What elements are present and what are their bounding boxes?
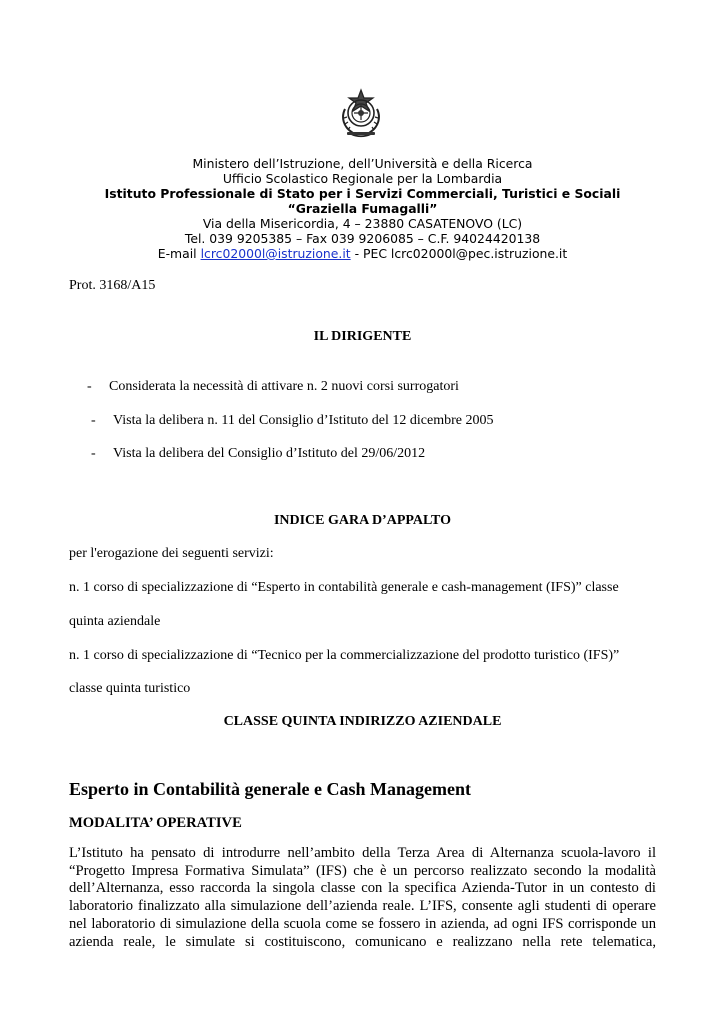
- paragraph-line: laboratorio finalizzato alla simulazione dell’azienda reale. L’IFS, consente agli studenti di operare: [69, 898, 656, 915]
- paragraph-line: “Progetto Impresa Formativa Simulata” (IFS) che è un percorso realizzato secondo la modalità: [69, 862, 656, 879]
- course-1-line-1: n. 1 corso di specializzazione di “Esperto in contabilità generale e cash-management (IFS)” classe: [69, 580, 619, 595]
- italian-republic-emblem-icon: [337, 87, 385, 139]
- email-link[interactable]: lcrc02000l@istruzione.it: [200, 246, 351, 261]
- paragraph-line: L’Istituto ha pensato di introdurre nell’ambito della Terza Area di Alternanza scuola-lavoro il: [69, 845, 656, 861]
- tender-title: INDICE GARA D’APPALTO: [273, 513, 452, 528]
- bullet-dash: -: [91, 446, 96, 461]
- regional-office-line: Ufficio Scolastico Regionale per la Lombardia: [222, 171, 503, 186]
- course-2-line-1: n. 1 corso di specializzazione di “Tecnico per la commercializzazione del prodotto turistico (IFS)”: [69, 648, 620, 663]
- course-1-line-2: quinta aziendale: [69, 614, 161, 629]
- paragraph-line: dell’Alternanza, esso raccorda la singola classe con la specifica Azienda-Tutor in un contesto di: [69, 880, 656, 897]
- consideration-item: Vista la delibera del Consiglio d’Istituto del 29/06/2012: [113, 446, 426, 461]
- subsection-heading: MODALITA’ OPERATIVE: [69, 815, 242, 831]
- course-2-line-2: classe quinta turistico: [69, 681, 191, 696]
- consideration-item: Vista la delibera n. 11 del Consiglio d’Istituto del 12 dicembre 2005: [113, 413, 494, 428]
- email-label: E-mail: [157, 246, 197, 261]
- institute-line: Istituto Professionale di Stato per i Servizi Commerciali, Turistici e Sociali: [104, 186, 621, 201]
- body-paragraph: [69, 845, 656, 951]
- institute-name-line: “Graziella Fumagalli”: [287, 201, 438, 216]
- services-intro: per l'erogazione dei seguenti servizi:: [69, 546, 274, 561]
- bullet-dash: -: [91, 413, 96, 428]
- ministry-line: Ministero dell’Istruzione, dell’Università e della Ricerca: [192, 156, 533, 171]
- paragraph-line: azienda reale, le simulate si costituiscono, comunicano e realizzano nella rete telematica,: [69, 933, 656, 950]
- phone-line: Tel. 039 9205385 – Fax 039 9206085 – C.F. 94024420138: [184, 231, 541, 246]
- address-line: Via della Misericordia, 4 – 23880 CASATENOVO (LC): [202, 216, 523, 231]
- document-title: IL DIRIGENTE: [313, 329, 412, 344]
- pec-address: - PEC lcrc02000l@pec.istruzione.it: [354, 246, 568, 261]
- email-line: [0, 246, 725, 261]
- bullet-dash: -: [87, 379, 92, 394]
- protocol-number: Prot. 3168/A15: [69, 278, 156, 293]
- consideration-item: Considerata la necessità di attivare n. 2 nuovi corsi surrogatori: [109, 379, 459, 394]
- paragraph-line: nel laboratorio di simulazione della scuola come se fossero in azienda, ad ogni IFS corrisponde un: [69, 915, 656, 932]
- class-title: CLASSE QUINTA INDIRIZZO AZIENDALE: [223, 714, 502, 729]
- section-heading: Esperto in Contabilità generale e Cash Management: [69, 779, 471, 799]
